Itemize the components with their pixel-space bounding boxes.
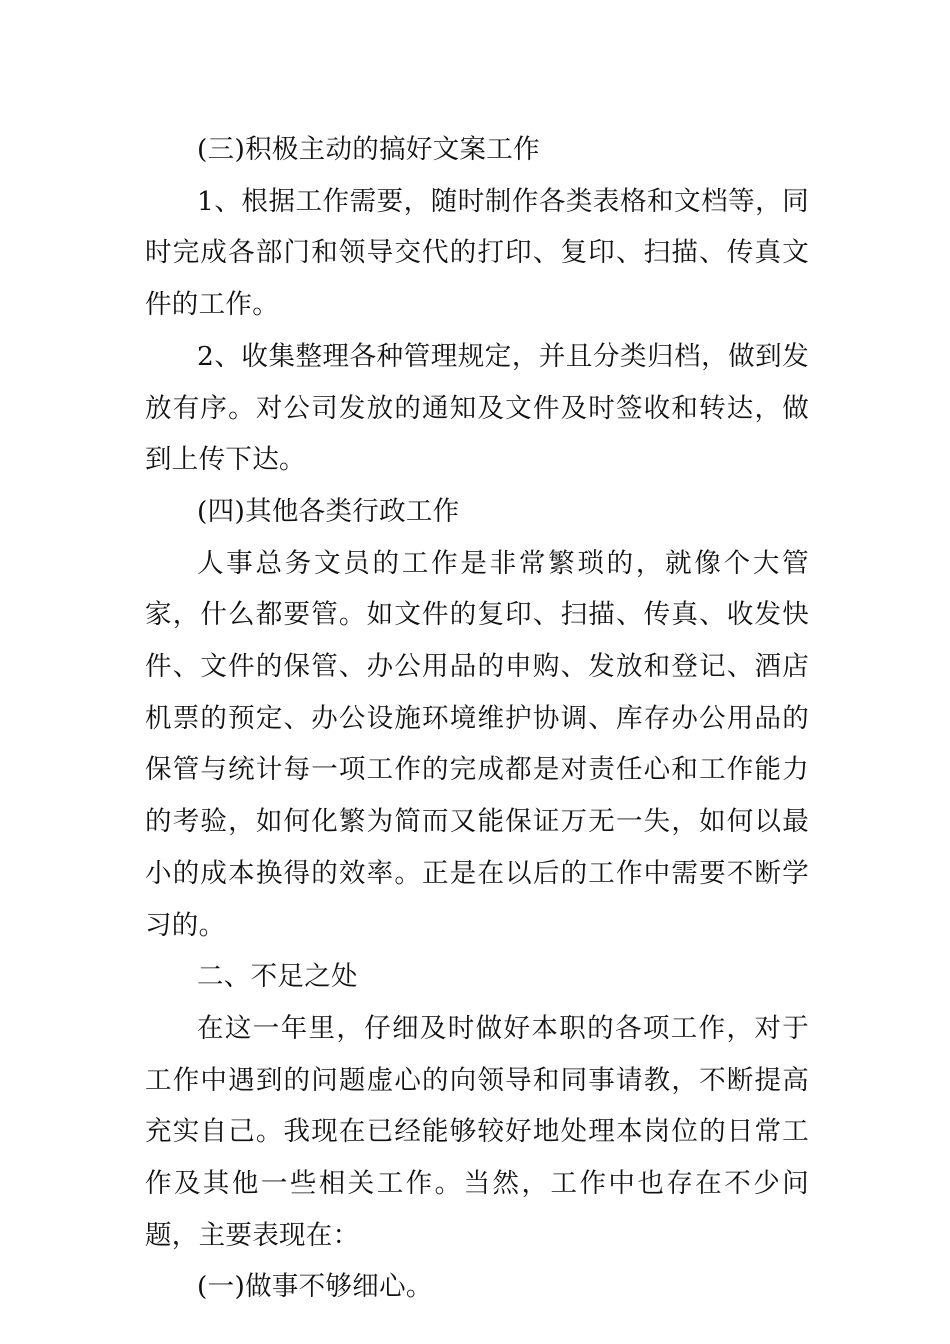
section-heading-4: (四)其他各类行政工作 — [197, 495, 460, 527]
body-paragraph-2: 在这一年里，仔细及时做好本职的各项工作，对于工作中遇到的问题虚心的向领导和同事请教，不断提高充实自己。我现在已经能够较好地处理本岗位的日常工作及其他一些相关工作。当然，工作中也存在不少问题，主要表现在： — [145, 1012, 809, 1251]
section-heading-3: (三)积极主动的搞好文案工作 — [197, 134, 540, 165]
subsection-heading-1: (一)做事不够细心。 — [197, 1271, 433, 1303]
list-item-2: 2、收集整理各种管理规定，并且分类归档，做到发放有序。对公司发放的通知及文件及时签收和转达，做到上传下达。 — [145, 340, 809, 476]
document-body — [145, 124, 809, 1313]
section-heading-2: 二、不足之处 — [197, 961, 358, 993]
body-paragraph-1: 人事总务文员的工作是非常繁琐的，就像个大管家，什么都要管。如文件的复印、扫描、传真、收发快件、文件的保管、办公用品的申购、发放和登记、酒店机票的预定、办公设施环境维护协调、库存办公用品的保管与统计每一项工作的完成都是对责任心和工作能力的考验，如何化繁为简而又能保证万无一失，如何以最小的成本换得的效率。正是在以后的工作中需要不断学习的。 — [145, 547, 809, 941]
list-item-1: 1、根据工作需要，随时制作各类表格和文档等，同时完成各部门和领导交代的打印、复印、扫描、传真文件的工作。 — [145, 185, 809, 321]
